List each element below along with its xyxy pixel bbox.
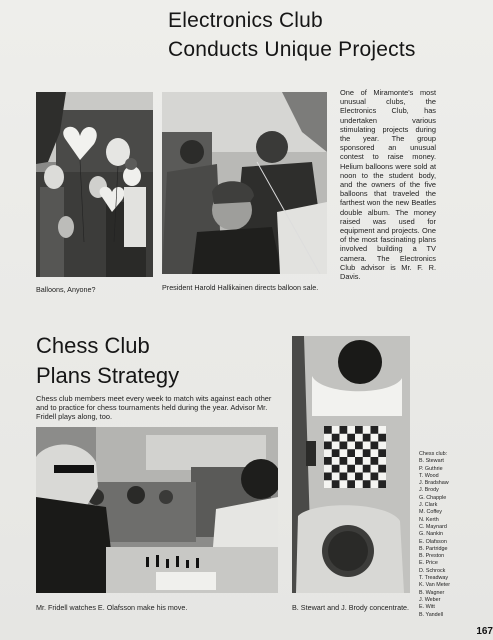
- roster-item: E. Price: [419, 560, 438, 567]
- photo-chess-overhead: [292, 336, 410, 593]
- roster-item: J. Brody: [419, 487, 439, 494]
- roster-title: Chess club:: [419, 451, 448, 457]
- photo-chess-classroom: [36, 427, 278, 593]
- roster-item: B. Partridge: [419, 545, 448, 552]
- roster-item: T. Treadway: [419, 575, 449, 582]
- roster-item: B. Preston: [419, 553, 445, 560]
- roster-item: B. Yandell: [419, 611, 444, 618]
- roster-item: B. Stewart: [419, 458, 444, 465]
- photo-balloons: [36, 92, 153, 277]
- roster-item: K. Van Meter: [419, 582, 451, 589]
- roster-item: P. Guthrie: [419, 465, 443, 472]
- caption-fridell: Mr. Fridell watches E. Olafsson make his move.: [36, 603, 188, 612]
- electronics-title-line1: Electronics Club: [168, 9, 323, 32]
- electronics-title-line2: Conducts Unique Projects: [168, 38, 416, 61]
- roster-item: G. Nankin: [419, 531, 443, 538]
- roster-item: J. Weber: [419, 596, 441, 603]
- roster-item: G. Chapple: [419, 494, 447, 501]
- page-number: 167: [476, 626, 493, 637]
- roster-item: N. Kerth: [419, 516, 439, 523]
- chess-title-line2: Plans Strategy: [36, 363, 180, 388]
- roster-item: B. Wagner: [419, 589, 445, 596]
- roster-item: C. Maynard: [419, 523, 447, 530]
- roster-item: E. Witt: [419, 604, 435, 611]
- caption-balloon-sale: President Harold Hallikainen directs balloon sale.: [162, 283, 319, 292]
- roster-item: J. Clark: [419, 502, 438, 509]
- roster-item: M. Coffey: [419, 509, 442, 516]
- chess-title-line1: Chess Club: [36, 333, 150, 358]
- photo-balloon-sale: [162, 92, 327, 274]
- caption-stewart-brody: B. Stewart and J. Brody concentrate.: [292, 603, 410, 612]
- roster-item: E. Olafsson: [419, 538, 447, 545]
- roster-item: T. Wood: [419, 472, 439, 479]
- roster-item: D. Schrock: [419, 567, 446, 574]
- chess-roster: [419, 451, 450, 619]
- electronics-body: One of Miramonte's most unusual clubs, the Electronics Club, has undertaken various stimulating projects during the year. The group sponsored an unusual contest to raise money. Helium balloons were sold at noon to the student body, and the owners of the five balloons that traveled the farthest won the new Beatles double album. The money raised was used for equipment and projects. One of the most fascinating plans involved building a TV camera. The Electronics Club advisor is Mr. F. R. Davis.: [340, 88, 436, 282]
- chess-body: Chess club members meet every week to match wits against each other and to practice for chess tournaments held during the year. Advisor Mr. Fridell plays along, too.: [36, 394, 272, 422]
- caption-balloons: Balloons, Anyone?: [36, 285, 96, 294]
- roster-item: J. Bradshaw: [419, 480, 449, 487]
